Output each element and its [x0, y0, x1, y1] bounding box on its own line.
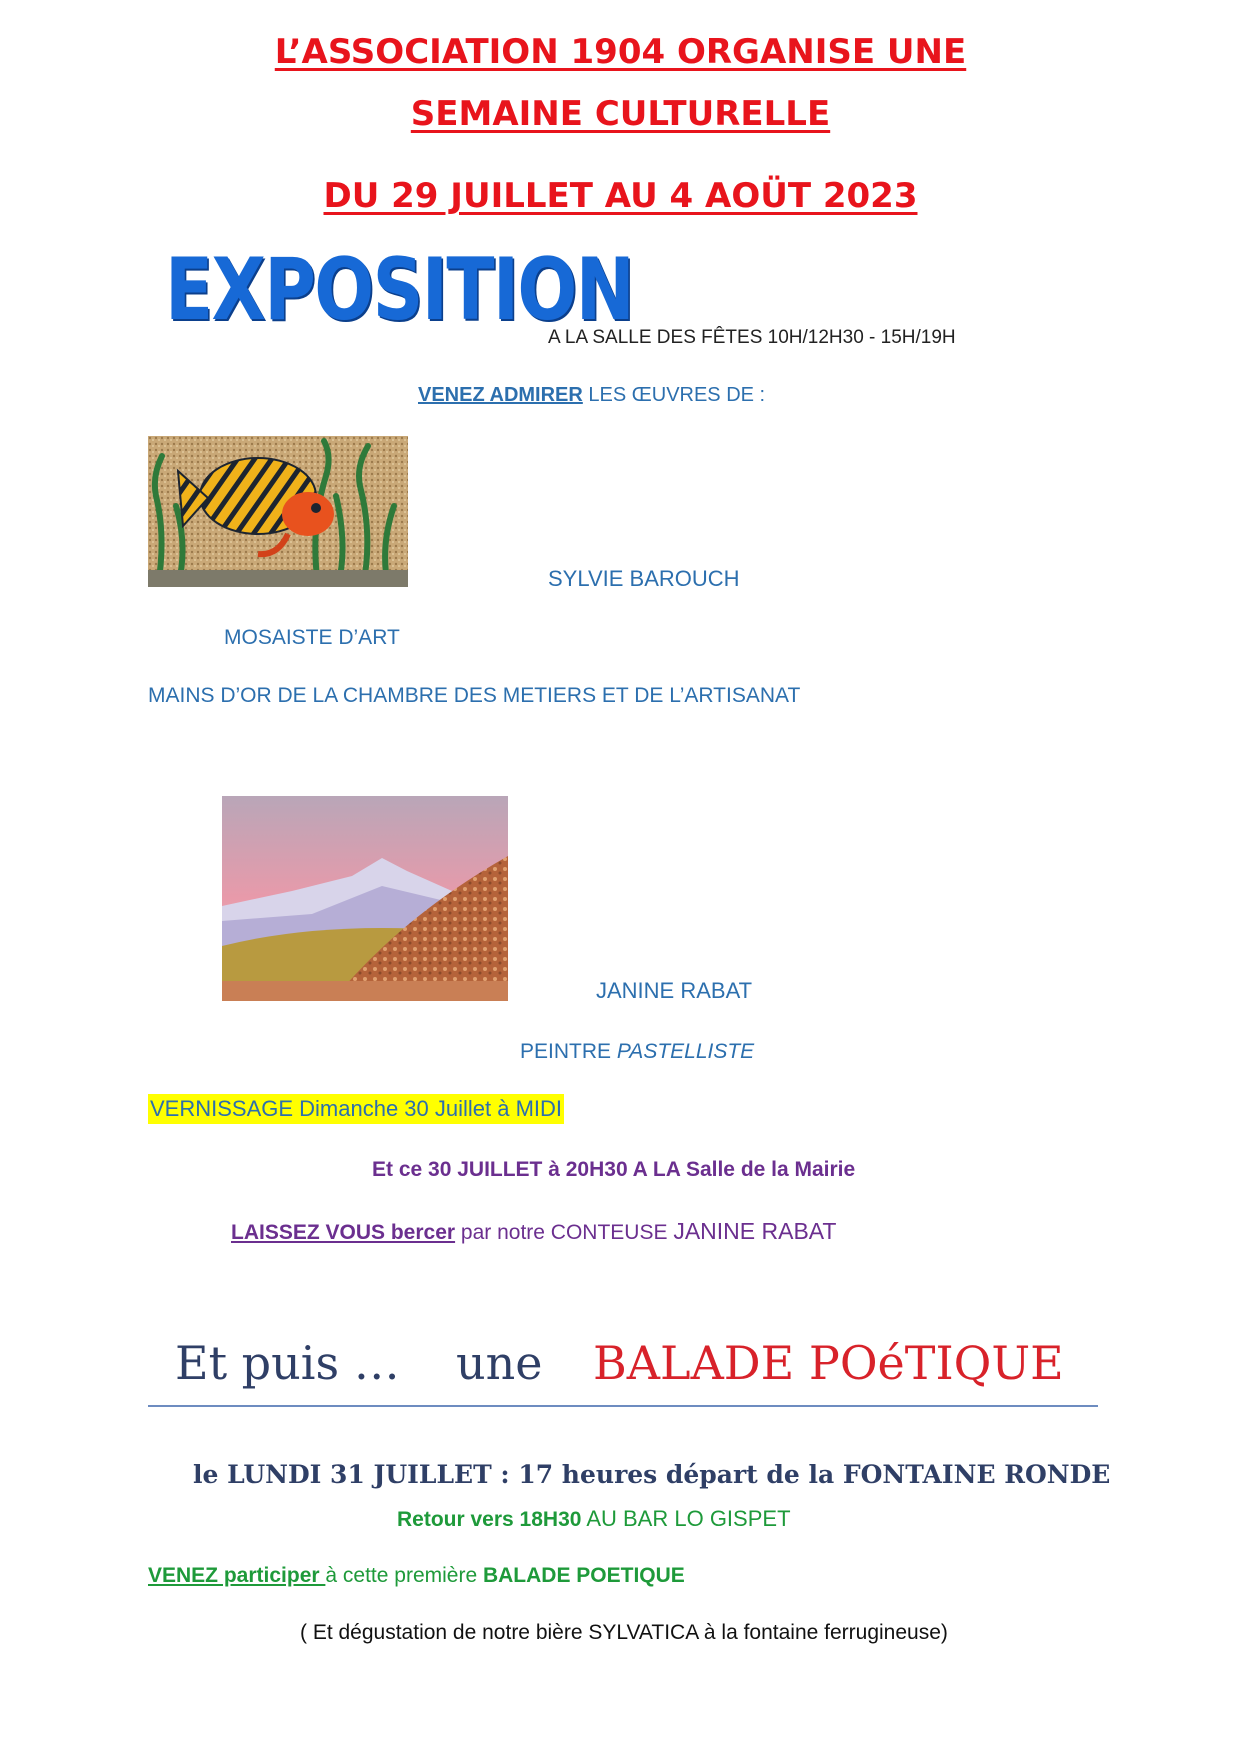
retour-bold-text: Retour vers 18H30: [397, 1508, 582, 1531]
artist2-name: JANINE RABAT: [596, 978, 753, 1003]
laissez-vous-bercer-text: LAISSEZ VOUS bercer: [231, 1221, 456, 1244]
balade-poetique-bold: BALADE POETIQUE: [482, 1564, 685, 1587]
pastelliste-text: PASTELLISTE: [616, 1040, 755, 1063]
peintre-text: PEINTRE: [520, 1040, 617, 1063]
invite-line: [148, 1564, 685, 1588]
venez-participer-text: VENEZ participer: [148, 1564, 326, 1587]
exposition-location: A LA SALLE DES FÊTES 10H/12H30 - 15H/19H: [548, 327, 956, 348]
conteuse-name: JANINE RABAT: [673, 1218, 837, 1244]
venez-admirer-text: VENEZ ADMIRER: [418, 384, 583, 406]
balade-date: le LUNDI 31 JUILLET : 17 heures départ de la FONTAINE RONDE: [193, 1460, 1111, 1489]
artist1-role: MOSAISTE D’ART: [224, 626, 400, 649]
title-line-1: L’ASSOCIATION 1904 ORGANISE UNE: [274, 32, 967, 72]
retour-rest-text: AU BAR LO GISPET: [581, 1506, 791, 1531]
title-line-2: SEMAINE CULTURELLE: [410, 94, 831, 134]
invite-mid-text: à cette première: [325, 1564, 483, 1587]
vernissage-text: VERNISSAGE Dimanche 30 Juillet à MIDI: [148, 1094, 564, 1124]
conteuse-mid-text: par notre CONTEUSE: [455, 1221, 674, 1244]
exposition-heading: EXPOSITION: [165, 240, 634, 340]
artist1-award: MAINS D’OR DE LA CHAMBRE DES METIERS ET DE L’ARTISANAT: [148, 684, 801, 707]
oeuvres-text: LES ŒUVRES DE :: [582, 384, 766, 406]
conteuse-line: [231, 1218, 836, 1245]
tasting-text: ( Et dégustation de notre bière SYLVATICA à la fontaine ferrugineuse): [300, 1621, 948, 1644]
balade-divider: [148, 1405, 1098, 1407]
balade-une: une: [456, 1336, 543, 1390]
pastel-landscape-image: [222, 796, 508, 1001]
retour-line: [397, 1506, 791, 1532]
artist1-name: SYLVIE BAROUCH: [548, 566, 740, 591]
title-dates: DU 29 JUILLET AU 4 AOÜT 2023: [323, 176, 918, 216]
artist2-role: [520, 1040, 754, 1064]
evening-event-text: Et ce 30 JUILLET à 20H30 A LA Salle de la Mairie: [372, 1158, 856, 1181]
exposition-intro: [418, 384, 765, 407]
balade-poetique-title: BALADE POéTIQUE: [593, 1336, 1064, 1390]
mosaic-fish-image: [148, 436, 408, 587]
balade-et-puis: Et puis …: [175, 1336, 400, 1390]
